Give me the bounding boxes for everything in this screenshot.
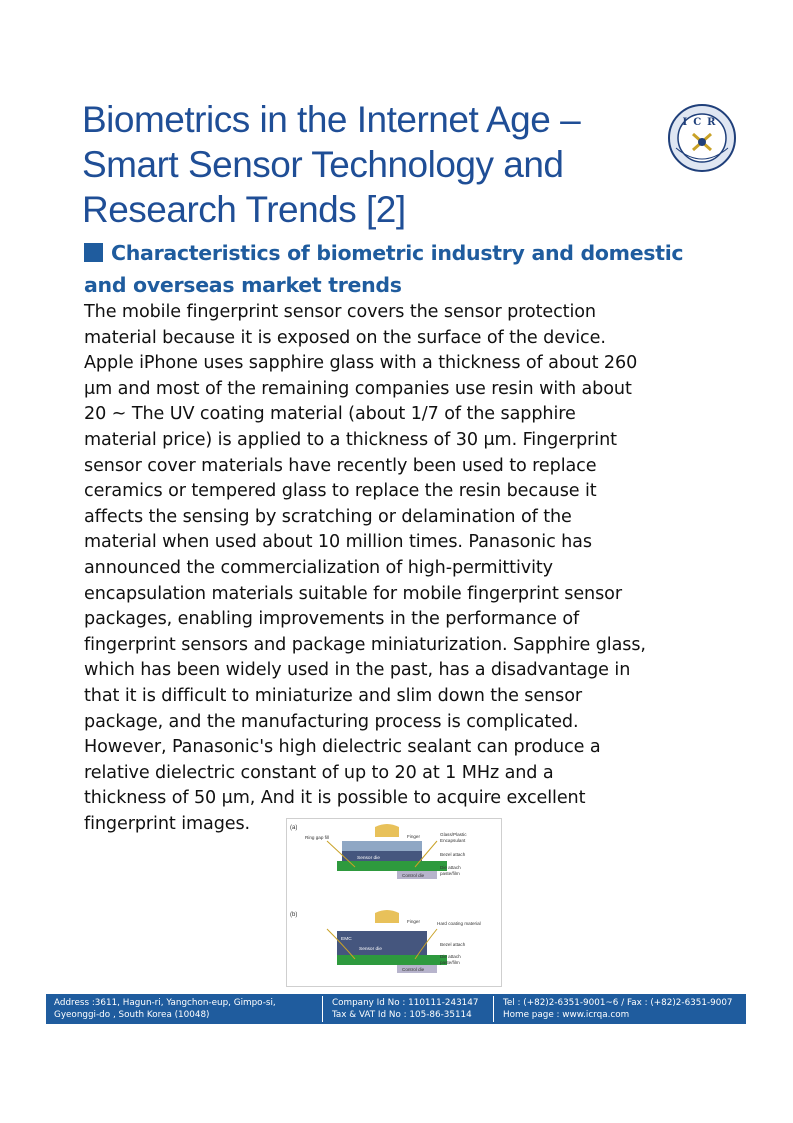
- contact-line: Home page : www.icrqa.com: [503, 1010, 630, 1020]
- body-line: package, and the manufacturing process is complicated.: [84, 711, 579, 732]
- substrate-b: [337, 955, 447, 965]
- icr-logo: [666, 104, 738, 172]
- body-line: affects the sensing by scratching or delamination of the: [84, 506, 572, 527]
- footer-divider: [493, 996, 494, 1022]
- label-ring-gap-fill: Ring gap fill: [305, 835, 330, 840]
- footer-contact: [503, 997, 733, 1021]
- body-line: μm and most of the remaining companies use resin with about: [84, 378, 632, 399]
- label-finger-b: Finger: [407, 919, 421, 924]
- address-line: Address :3611, Hagun-ri, Yangchon-eup, Gimpo-si,: [54, 998, 276, 1008]
- label-die-attach-a: Die attach: [440, 865, 461, 870]
- company-id-line: Tax & VAT Id No : 105-86-35114: [332, 1010, 472, 1020]
- label-bezel-attach-b: Bezel attach: [440, 942, 466, 947]
- label-control-die-a: Control die: [402, 873, 425, 878]
- body-line: which has been widely used in the past, has a disadvantage in: [84, 660, 631, 681]
- footer-address: [54, 997, 276, 1021]
- body-line: thickness of 50 μm, And it is possible to acquire excellent: [84, 788, 586, 809]
- label-paste-film-b: paste/film: [440, 960, 460, 965]
- address-line: Gyeonggi-do , South Korea (10048): [54, 1010, 210, 1020]
- body-line: However, Panasonic's high dielectric sealant can produce a: [84, 737, 601, 758]
- sensor-die-a: [342, 851, 422, 861]
- cover-layer-a: [342, 841, 422, 851]
- heading-line: Characteristics of biometric industry and domestic: [111, 241, 684, 265]
- square-bullet-icon: [84, 243, 103, 262]
- body-text: [84, 300, 724, 837]
- body-line: 20 ~ The UV coating material (about 1/7 of the sapphire: [84, 404, 576, 425]
- body-line: fingerprint images.: [84, 813, 251, 834]
- emc-layer-b: [337, 931, 427, 955]
- body-line: Apple iPhone uses sapphire glass with a thickness of about 260: [84, 353, 638, 374]
- body-line: fingerprint sensors and package miniaturization. Sapphire glass,: [84, 634, 646, 655]
- title-line: Research Trends [2]: [82, 189, 406, 230]
- label-encapsulant: Encapsulant: [440, 838, 466, 843]
- label-paste-film-a: paste/film: [440, 871, 460, 876]
- label-emc: EMC: [341, 937, 352, 942]
- label-control-die-b: Control die: [402, 967, 425, 972]
- label-die-attach-b: Die attach: [440, 954, 461, 959]
- body-line: sensor cover materials have recently been used to replace: [84, 455, 597, 476]
- body-line: announced the commercialization of high-permittivity: [84, 557, 553, 578]
- body-line: The mobile fingerprint sensor covers the sensor protection: [84, 302, 596, 322]
- label-hard-coating: Hard coating material: [437, 921, 481, 926]
- logo-text: ICR: [682, 117, 722, 128]
- body-line: relative dielectric constant of up to 20 at 1 MHz and a: [84, 762, 554, 783]
- body-line: material when used about 10 million times. Panasonic has: [84, 532, 592, 553]
- finger-shape-a: [375, 824, 399, 837]
- body-line: encapsulation materials suitable for mobile fingerprint sensor: [84, 583, 622, 604]
- panel-b-tag: (b): [290, 912, 298, 918]
- page-title: [82, 97, 642, 232]
- label-glass-plastic: Glass/Plastic: [440, 832, 467, 837]
- label-finger-a: Finger: [407, 834, 421, 839]
- heading-line: and overseas market trends: [84, 273, 402, 297]
- panel-a-tag: (a): [290, 825, 298, 831]
- body-line: packages, enabling improvements in the performance of: [84, 609, 580, 630]
- company-id-line: Company Id No : 110111-243147: [332, 998, 479, 1008]
- body-line: material price) is applied to a thickness of 30 μm. Fingerprint: [84, 429, 617, 450]
- label-bezel-attach-a: Bezel attach: [440, 852, 466, 857]
- body-line: material because it is exposed on the surface of the device.: [84, 327, 606, 348]
- title-line: Smart Sensor Technology and: [82, 144, 564, 185]
- body-line: that it is difficult to miniaturize and slim down the sensor: [84, 685, 583, 706]
- section-heading: [84, 237, 724, 301]
- sensor-package-figure: [286, 818, 502, 987]
- footer-divider: [322, 996, 323, 1022]
- sensor-diagram: [287, 819, 501, 986]
- label-sensor-die-a: Sensor die: [357, 856, 380, 861]
- contact-line: Tel : (+82)2-6351-9001~6 / Fax : (+82)2-6351-9007: [503, 998, 733, 1008]
- footer-bar: [46, 994, 746, 1024]
- label-sensor-die-b: Sensor die: [359, 947, 382, 952]
- body-line: ceramics or tempered glass to replace the resin because it: [84, 481, 597, 502]
- title-line: Biometrics in the Internet Age –: [82, 99, 581, 140]
- finger-shape-b: [375, 910, 399, 923]
- footer-company-ids: [332, 997, 478, 1021]
